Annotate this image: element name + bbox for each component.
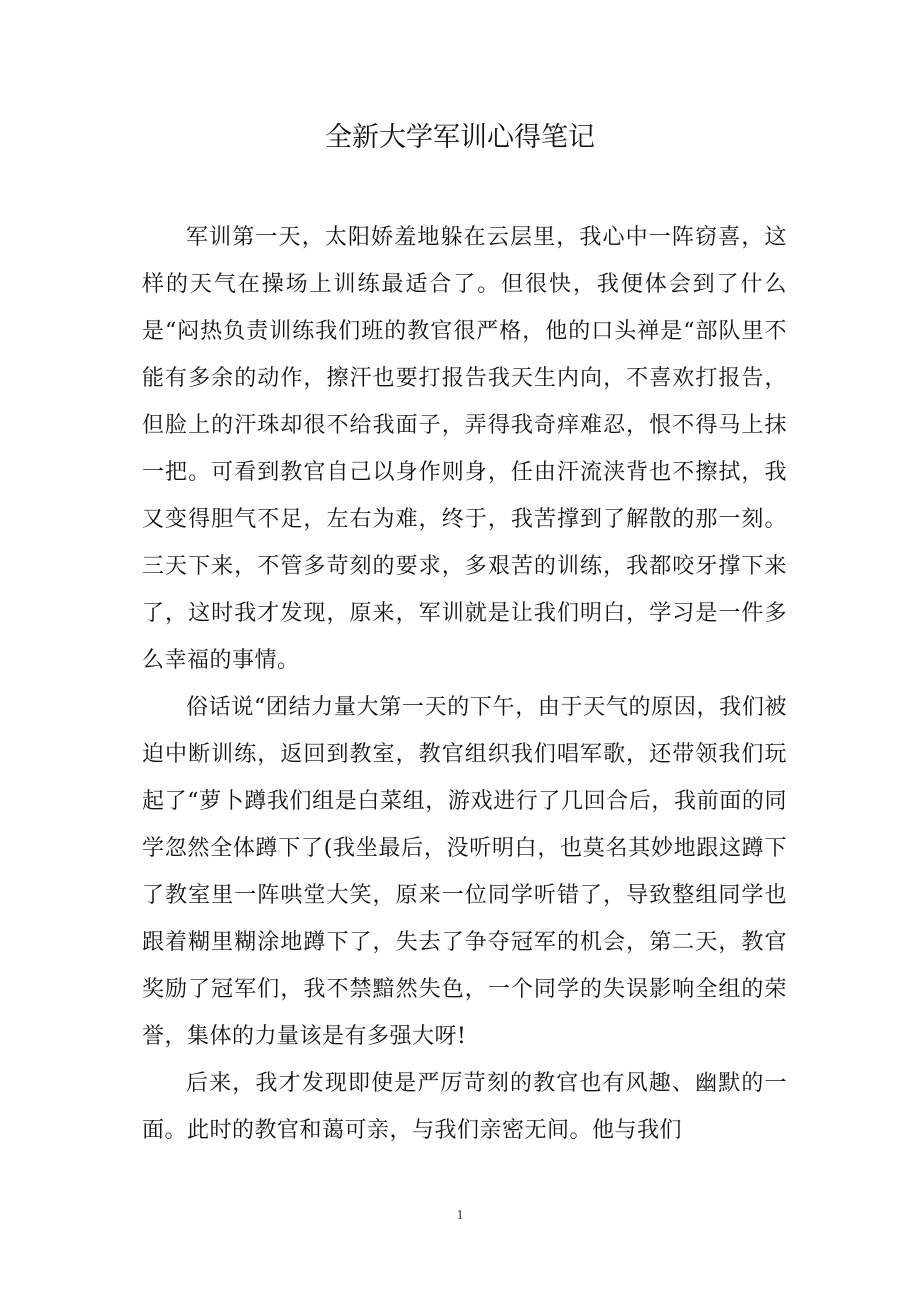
paragraph-2: 俗话说“团结力量大第一天的下午，由于天气的原因，我们被迫中断训练，返回到教室，教官组织我们唱军歌，还带领我们玩起了“萝卜蹲我们组是白菜组，游戏进行了几回合后，我前面的同学忽然全体蹲下了(我坐最后，没听明白，也莫名其妙地跟这蹲下了教室里一阵哄堂大笑，原来一位同学听错了，导致整组同学也跟着糊里糊涂地蹲下了，失去了争夺冠军的机会，第二天，教官奖励了冠军们，我不禁黯然失色，一个同学的失误影响全组的荣誉，集体的力量该是有多强大呀! bbox=[142, 695, 787, 1049]
document-body bbox=[142, 214, 787, 1154]
paragraph-3: 后来，我才发现即使是严厉苛刻的教官也有风趣、幽默的一面。此时的教官和蔼可亲，与我们亲密无间。他与我们 bbox=[142, 1071, 787, 1143]
page-number: 1 bbox=[456, 1208, 464, 1223]
paragraph-1: 军训第一天，太阳娇羞地躲在云层里，我心中一阵窃喜，这样的天气在操场上训练最适合了。但很快，我便体会到了什么是“闷热负责训练我们班的教官很严格，他的口头禅是“部队里不能有多余的动作，擦汗也要打报告我天生内向，不喜欢打报告，但脸上的汗珠却很不给我面子，弄得我奇痒难忍，恨不得马上抹一把。可看到教官自己以身作则身，任由汗流浃背也不擦拭，我又变得胆气不足，左右为难，终于，我苦撑到了解散的那一刻。三天下来，不管多苛刻的要求，多艰苦的训练，我都咬牙撑下来了，这时我才发现，原来，军训就是让我们明白，学习是一件多么幸福的事情。 bbox=[142, 225, 787, 673]
document-title: 全新大学军训心得笔记 bbox=[325, 122, 595, 153]
